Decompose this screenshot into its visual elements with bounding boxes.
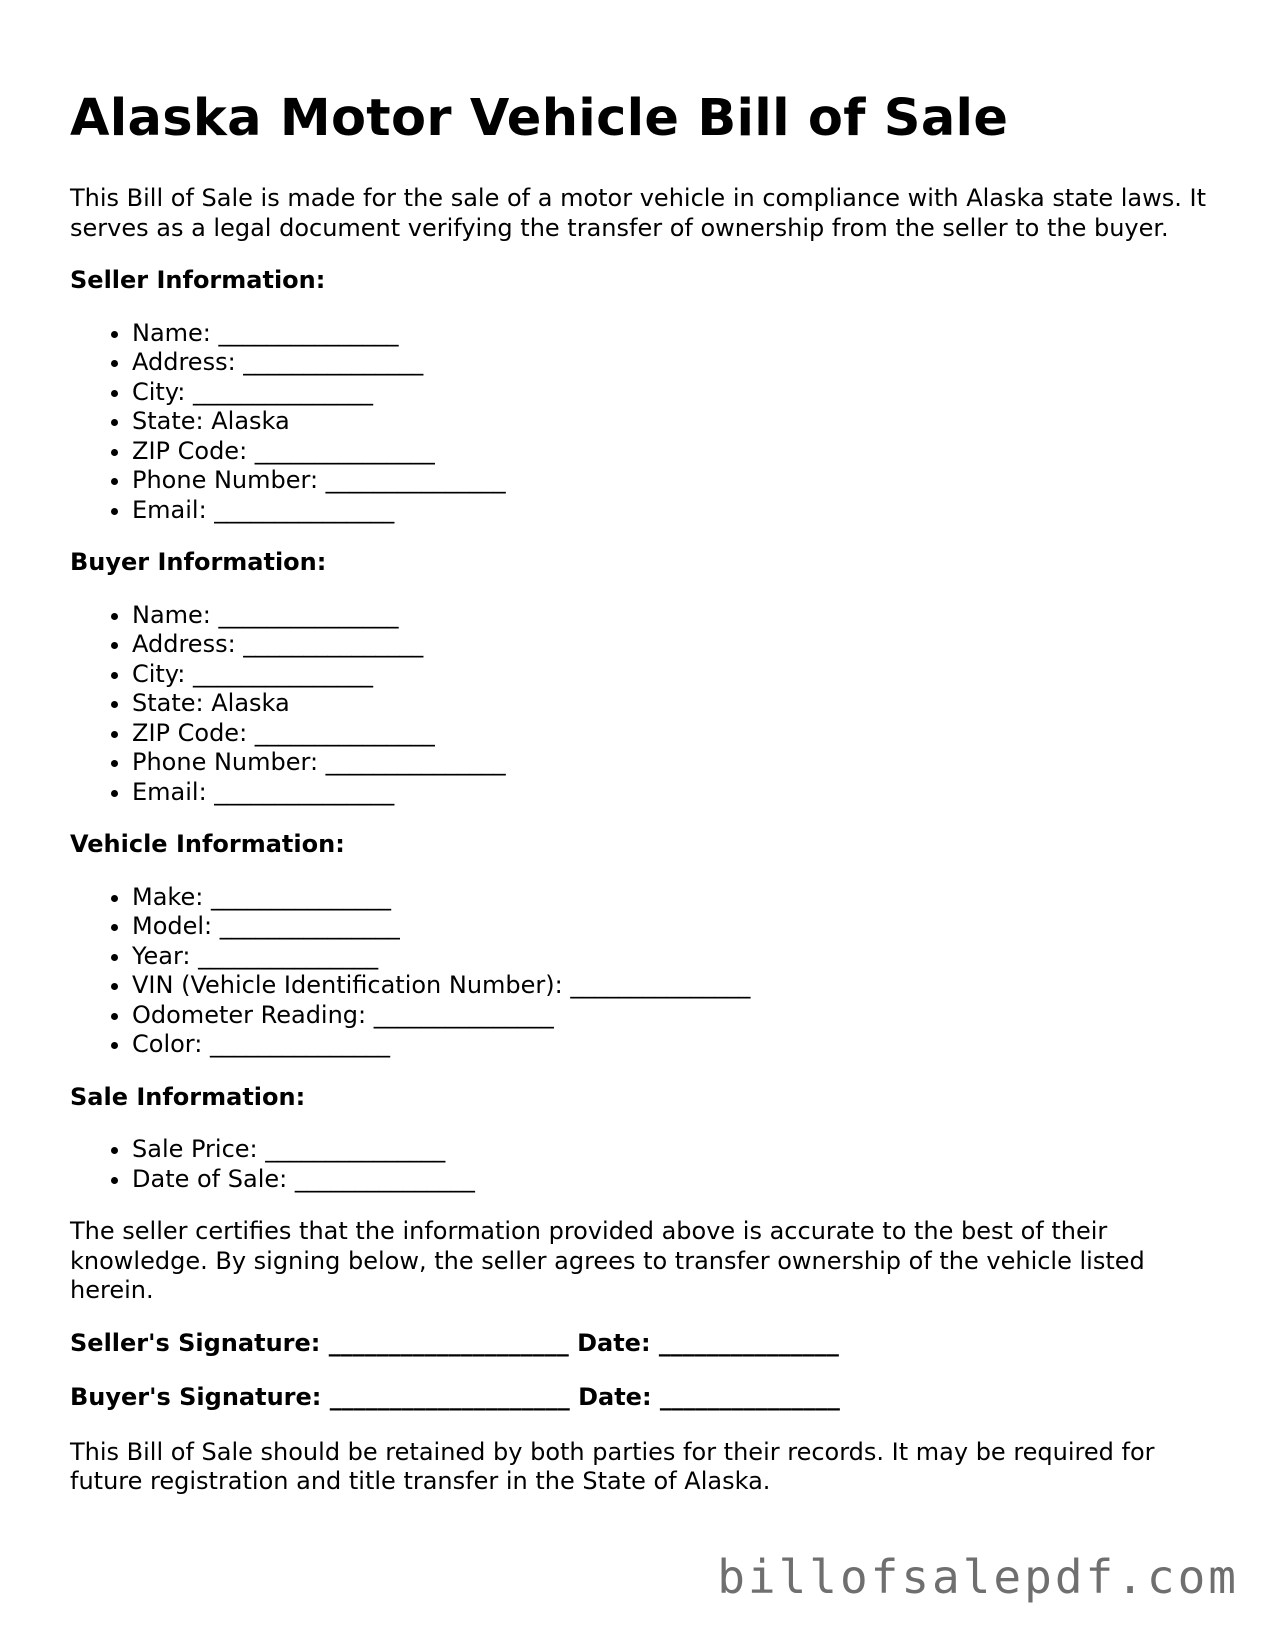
buyer-section-heading: Buyer Information: [70,548,327,576]
vehicle-make-field: • Make: _______________ [132,883,1210,913]
seller-name-field: • Name: _______________ [132,319,1210,349]
seller-state-field: • State: Alaska [132,407,1210,437]
sale-price-field: • Sale Price: _______________ [132,1135,1210,1165]
buyer-address-field: • Address: _______________ [132,630,1210,660]
certification-paragraph: The seller certifies that the information provided above is accurate to the best of their knowledge. By signing below, the seller agrees to transfer ownership of the vehicle listed herein. [70,1217,1145,1304]
seller-city-field: • City: _______________ [132,378,1210,408]
seller-info-list [70,319,1210,526]
sale-info-list [70,1135,1210,1194]
seller-signature-line: Seller's Signature: ____________________ Date: _______________ [70,1328,839,1357]
vehicle-model-field: • Model: _______________ [132,912,1210,942]
buyer-state-field: • State: Alaska [132,689,1210,719]
sale-date-field: • Date of Sale: _______________ [132,1165,1210,1195]
document-page [70,84,1210,1497]
vehicle-section-heading: Vehicle Information: [70,830,345,858]
seller-address-field: • Address: _______________ [132,348,1210,378]
buyer-signature-line: Buyer's Signature: ____________________ Date: _______________ [70,1383,840,1411]
watermark: billofsalepdf.com [717,1550,1239,1604]
closing-paragraph: This Bill of Sale should be retained by both parties for their records. It may be required for future registration and title transfer in the State of Alaska. [70,1437,1155,1495]
buyer-city-field: • City: _______________ [132,660,1210,690]
document-title: Alaska Motor Vehicle Bill of Sale [70,89,1009,148]
seller-email-field: • Email: _______________ [132,496,1210,526]
buyer-info-list [70,601,1210,808]
seller-phone-field: • Phone Number: _______________ [132,466,1210,496]
vehicle-color-field: • Color: _______________ [132,1030,1210,1060]
buyer-name-field: • Name: _______________ [132,601,1210,631]
buyer-email-field: • Email: _______________ [132,778,1210,808]
seller-zip-field: • ZIP Code: _______________ [132,437,1210,467]
vehicle-info-list [70,883,1210,1060]
intro-paragraph: This Bill of Sale is made for the sale of a motor vehicle in compliance with Alaska state laws. It serves as a legal document verifying the transfer of ownership from the seller to the buyer. [70,184,1207,242]
vehicle-vin-field: • VIN (Vehicle Identification Number): _______________ [132,971,1210,1001]
buyer-phone-field: • Phone Number: _______________ [132,748,1210,778]
vehicle-year-field: • Year: _______________ [132,942,1210,972]
buyer-zip-field: • ZIP Code: _______________ [132,719,1210,749]
vehicle-odometer-field: • Odometer Reading: _______________ [132,1001,1210,1031]
seller-section-heading: Seller Information: [70,266,326,294]
sale-section-heading: Sale Information: [70,1082,306,1111]
